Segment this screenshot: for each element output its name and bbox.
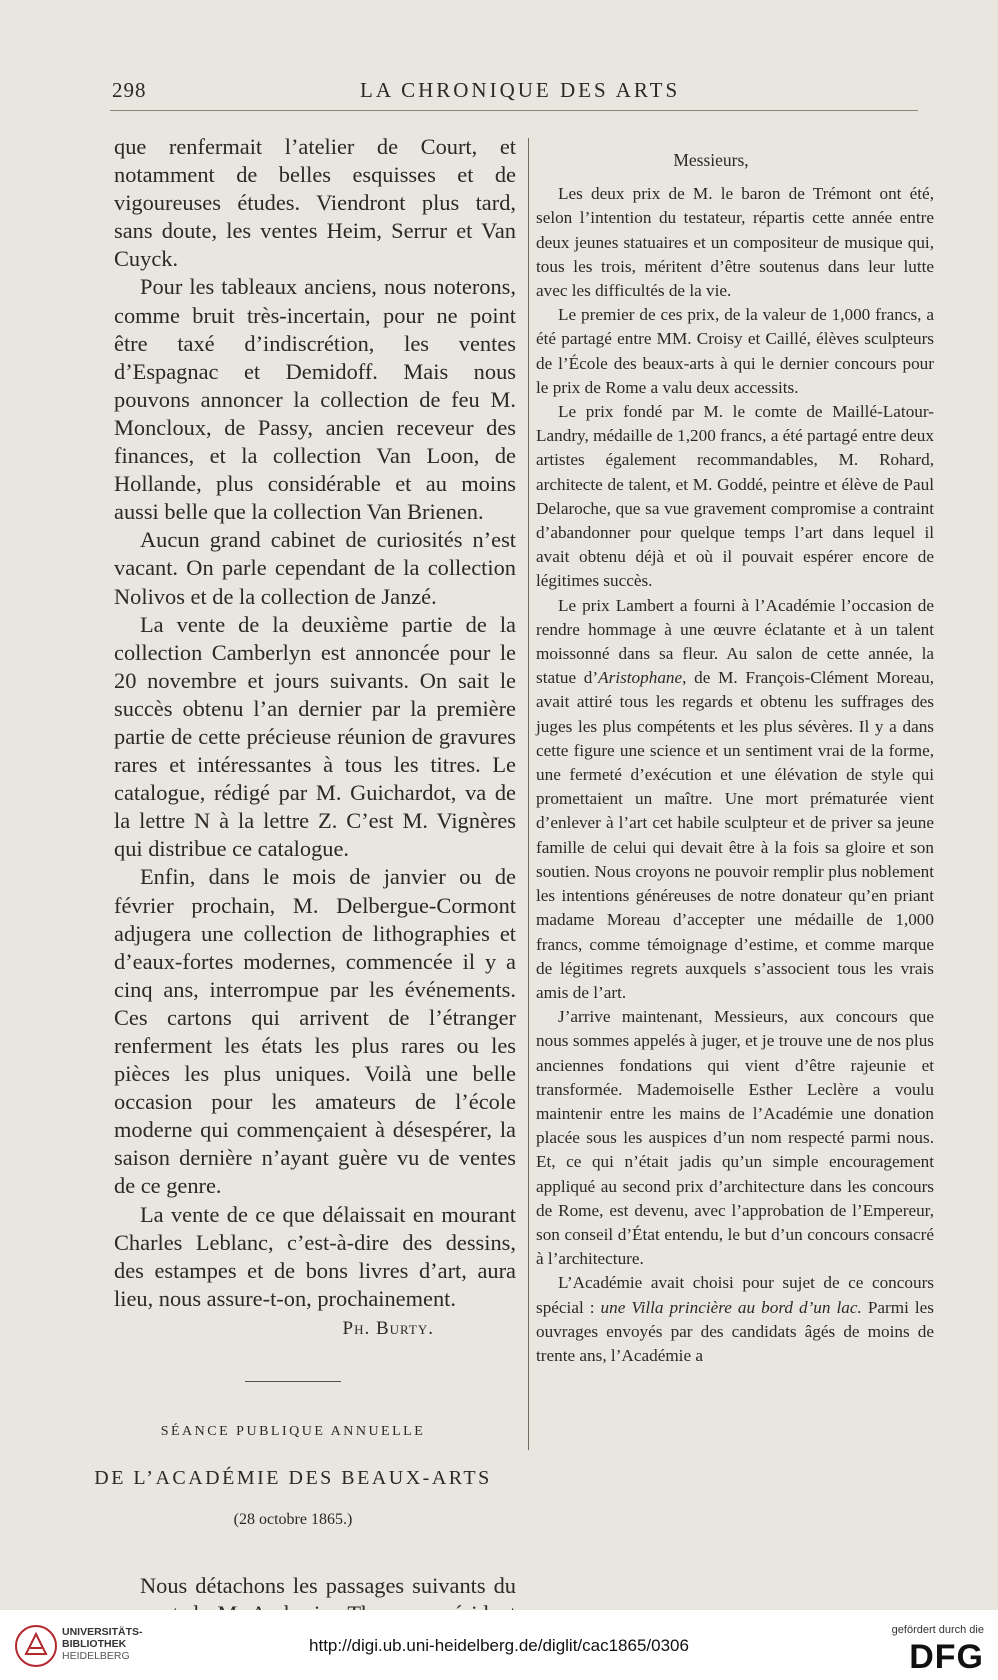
paragraph: Enfin, dans le mois de janvier ou de février prochain, M. Delbergue-Cormont adjugera une collection de lithographies et d’eaux-fortes modernes, commencée il y a cinq ans, interrompue par les événements. Ces cartons qui arrivent de l’étranger renferment les états les plus rares ou les pièces les plus uniques. Voilà une belle occasion pour les amateurs de l’école moderne qui commençaient à désespérer, la saison dernière n’ayant guère vu de ventes de ce genre. [114,864,516,1199]
statue-title: Aristophane [598,668,683,688]
funding-note: gefördert durch die [891,1624,984,1636]
section-title: DE L’ACADÉMIE DES BEAUX-ARTS [94,1467,492,1490]
author-signature: Ph. Burty. [342,1317,434,1339]
paragraph: Aucun grand cabinet de curiosités n’est vacant. On parle cependant de la collection Nolivos et de la collection de Janzé. [114,527,516,609]
page-header [0,78,998,108]
section-kicker: SÉANCE PUBLIQUE ANNUELLE [160,1424,426,1440]
right-column [536,148,934,1368]
paragraph: Les deux prix de M. le baron de Trémont ont été, selon l’intention du testateur, répartis cette année entre deux jeunes statuaires et un compositeur de musique qui, tous les trois, méritent d’être soutenus dans leur lutte avec les difficultés de la vie. [536,184,934,301]
paragraph: Le prix Lambert a fourni à l’Académie l’occasion de rendre hommage à une œuvre éclatante et à un talent moissonné dans sa fleur. Au salon de cette année, la statue d’Aristophane, de M. François-Clément Moreau, avait attiré tous les regards et obtenu les suffrages des juges les plus compétents et les plus sévères. Il y a dans cette figure une science et un sentiment vrai de la forme, une fermeté d’exécution et une élévation de style qui promettaient un maître. Une mort prématurée vient d’enlever à l’art cet habile sculpteur et de priver sa jeune famille de celui qui devait être à la fois sa gloire et son soutien. Nous croyons ne pouvoir remplir plus noblement les intentions généreuses de notre donateur qu’en priant madame Moreau d’accepter une médaille de 1,000 francs, comme témoignage d’estime, et comme marque de légitimes regrets auxquels s’associent tous les vrais amis de l’art. [536,595,934,1002]
paragraph: Le prix fondé par M. le comte de Maillé-Latour-Landry, médaille de 1,200 francs, a été partagé entre deux artistes également recommandables, M. Rohard, architecte de talent, et M. Goddé, peintre et élève de Paul Delaroche, que sa vue gravement compromise a contraint d’abandonner pour quelque temps l’art dans lequel il avait obtenu déjà et où il pouvait espérer encore de légitimes succès. [536,402,934,591]
paragraph: Pour les tableaux anciens, nous noterons, comme bruit très-incertain, pour ne point être taxé d’indiscrétion, les ventes d’Espagnac et Demidoff. Mais nous pouvons annoncer la collection de feu M. Moncloux, de Passy, ancien receveur des finances, et la collection Van Loon, de Hollande, plus considérable et au moins aussi belle que la collection Van Brienen. [114,274,516,525]
digitization-footer [0,1610,998,1680]
source-link[interactable]: http://digi.ub.uni-heidelberg.de/diglit/cac1865/0306 [309,1636,689,1655]
section-date: (28 octobre 1865.) [233,1511,353,1529]
running-title: LA CHRONIQUE DES ARTS [360,78,681,102]
header-rule [110,110,918,111]
section-separator [245,1381,341,1382]
page-number: 298 [112,78,147,102]
library-name: UNIVERSITÄTS- BIBLIOTHEK HEIDELBERG [62,1626,143,1662]
paragraph: Le premier de ces prix, de la valeur de 1,000 francs, a été partagé entre MM. Croisy et Caillé, élèves sculpteurs de l’École des beaux-arts à qui le dernier concours pour le prix de Rome a valu deux accessits. [536,305,934,397]
paragraph: La vente de ce que délaissait en mourant Charles Leblanc, c’est-à-dire des dessins, des estampes et de bons livres d’art, aura lieu, nous assure-t-on, prochainement. [114,1201,516,1311]
column-divider [528,138,529,1450]
salutation: Messieurs, [673,150,749,170]
intro-paragraph: Nous détachons les passages suivants du [140,1573,516,1599]
contest-subject: une Villa princière au bord d’un lac. [600,1297,862,1317]
paragraph: que renfermait l’atelier de Court, et notamment de belles esquisses et de vigoureuses études. Viendront plus tard, sans doute, les ventes Heim, Serrur et Van Cuyck. [114,134,516,272]
paragraph: L’Académie avait choisi pour sujet de ce concours spécial : une Villa princière au bord d’un lac. Parmi les ouvrages envoyés par des candidats âgés de moins de trente ans, l’Académie a [536,1273,935,1365]
dfg-logo: DFG [909,1638,984,1676]
paragraph: J’arrive maintenant, Messieurs, aux concours que nous sommes appelés à juger, et je trouve une de nos plus anciennes fondations qui vient d’être rajeunie et transformée. Mademoiselle Esther Leclère a voulu maintenir entre les mains de l’Académie une donation placée sous les auspices d’un nom respecté parmi nous. Et, ce qui n’était jadis qu’un simple encouragement appliqué au second prix d’architecture dans les concours de Rome, est devenu, avec l’approbation de l’Empereur, son conseil d’État entendu, le but d’un concours consacré à l’architecture. [536,1007,934,1269]
paragraph: La vente de la deuxième partie de la collection Camberlyn est annoncée pour le 20 novembre et jours suivants. On sait le succès obtenu l’an dernier par la première partie de cette précieuse réunion de gravures rares et intéressantes à tous les titres. Le catalogue, rédigé par M. Guichardot, va de la lettre N à la lettre Z. C’est M. Vignères qui distribue ce catalogue. [114,611,516,862]
